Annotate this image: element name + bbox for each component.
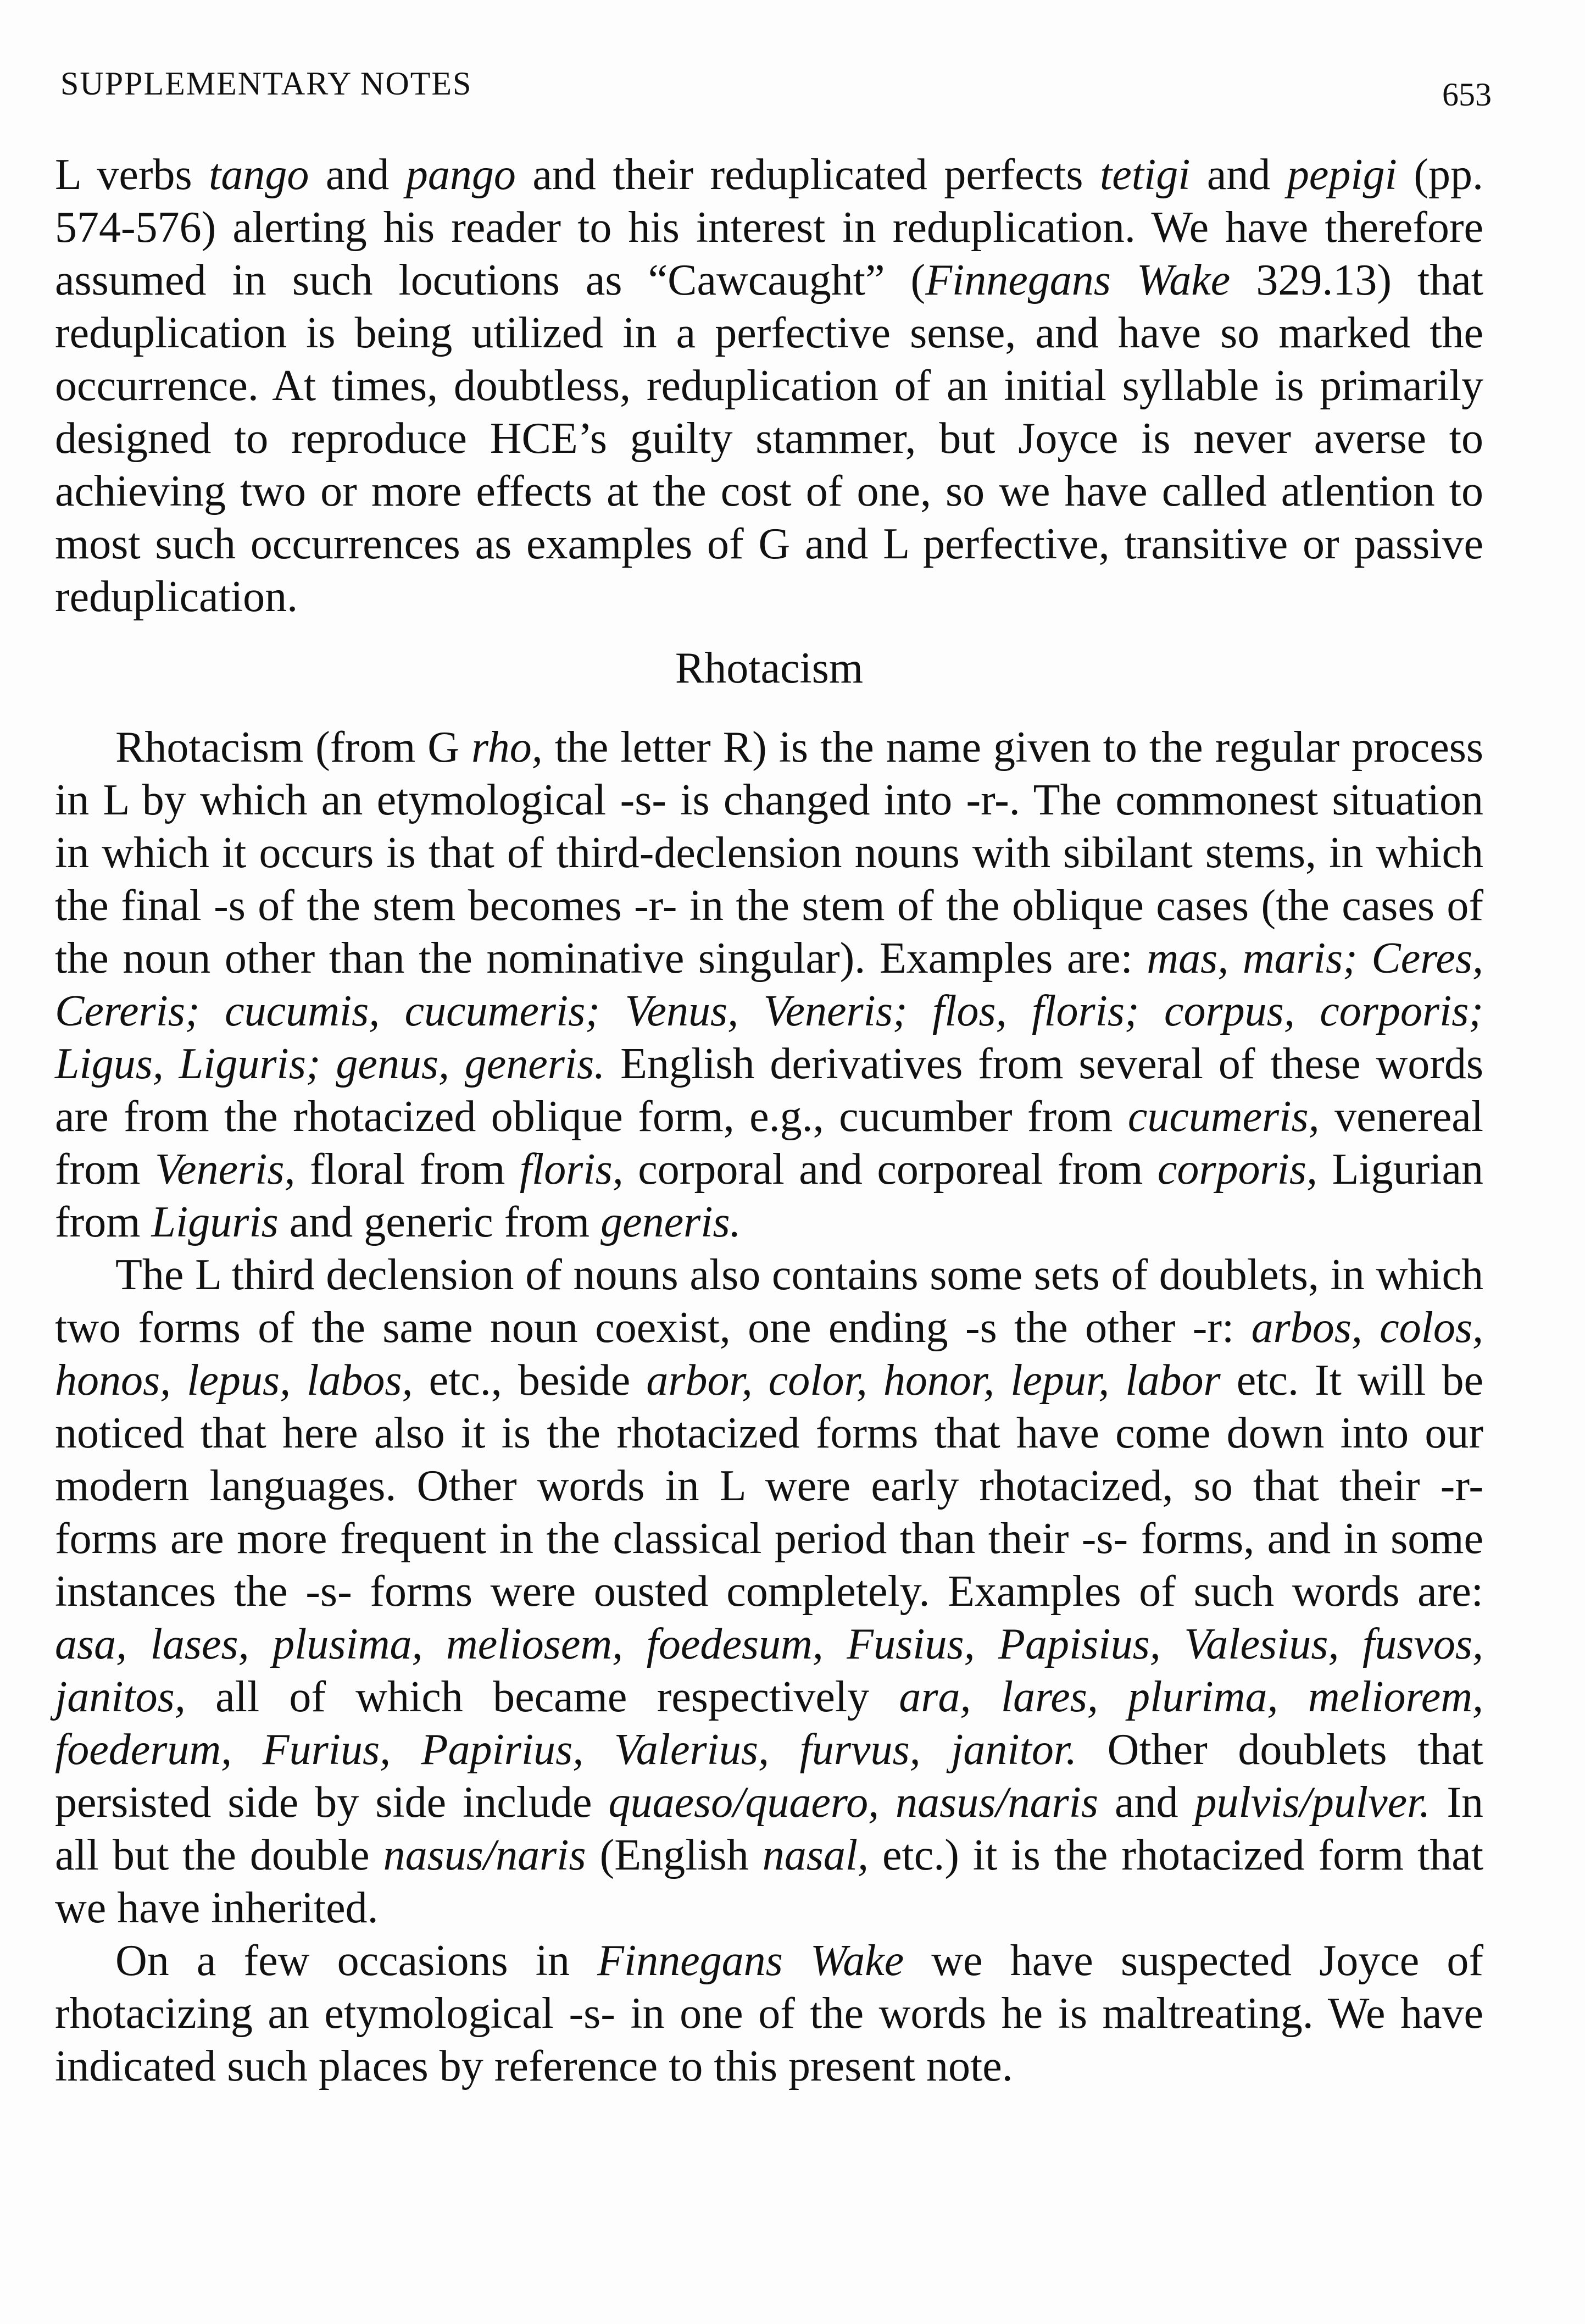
intro-paragraph (55, 148, 1483, 623)
italic-run: cucumeris, (1127, 1092, 1320, 1141)
italic-run: floris, (519, 1145, 624, 1194)
text-run: corporal and corporeal from (623, 1145, 1158, 1194)
text-run: and (1190, 151, 1287, 199)
body-text (55, 148, 1483, 2093)
text-run: the letter R) is the name given to the regular process in L by which an etymological -s- is changed into -r-. The commonest situation in which it occurs is that of third-declension nouns with sibilant stems, in which the final -s of the stem becomes -r- in the stem of the oblique cases (the cases of the noun other than the nominative singular). Examples are: (55, 723, 1484, 983)
text-run: Ligurian from (55, 1145, 1483, 1246)
text-run: etc., beside (413, 1356, 647, 1405)
rhotacism-paragraph-2 (55, 1249, 1483, 1934)
text-run: venereal from (55, 1092, 1483, 1194)
text-run: and their reduplicated perfects (515, 151, 1100, 199)
rhotacism-paragraph-1 (55, 721, 1483, 1249)
text-run: etc. It will be noticed that here also it is the rhotacized forms that have come down into our modern languages. Other words in L were early rhotacized, so that their -r- forms are more frequent in the classical period than their -s- forms, and in some instances the -s- forms were ousted completely. Examples of such words are: (55, 1356, 1483, 1616)
italic-run: rho, (471, 723, 543, 772)
page-number: 653 (1442, 76, 1492, 113)
text-run: and generic from (278, 1198, 601, 1246)
rhotacism-paragraph-3 (55, 1934, 1483, 2093)
text-run: 329.13) that reduplication is being utilized in a perfective sense, and have so marked the occurrence. At times, doubtless, reduplication of an initial syllable is primarily designed to reproduce HCE’s guilty stammer, but Joyce is never averse to achieving two or more effects at the cost of one, so we have called atlention to most such occurrences as examples of G and L perfective, transitive or passive reduplication. (55, 256, 1484, 621)
italic-run: asa, lases, plusima, meliosem, foedesum, Fusius, Papisius, Valesius, fusvos, janitos, (55, 1620, 1483, 1721)
italic-run: Liguris (151, 1198, 279, 1246)
italic-run: tango (209, 151, 309, 199)
italic-run: mas, maris; Ceres, Cereris; cucumis, cucumeris; Venus, Veneris; flos, floris; corpus, corporis; Ligus, Liguris; genus, generis. (55, 934, 1484, 1088)
italic-run: tetigi (1100, 151, 1191, 199)
section-heading-rhotacism: Rhotacism (675, 644, 864, 692)
text-run: Rhotacism (from G (115, 723, 472, 772)
text-run: On a few occasions in (115, 1937, 598, 1985)
text-run: and (1098, 1778, 1195, 1827)
italic-run: corporis, (1157, 1145, 1318, 1194)
text-run: The L third declension of nouns also contains some sets of doublets, in which two forms of the same noun coexist, one ending -s the other -r: (55, 1251, 1483, 1352)
italic-run: pango (405, 151, 516, 199)
italic-run: nasus/naris (383, 1831, 586, 1879)
text-run: and (309, 151, 406, 199)
italic-run: ara, lares, plurima, meliorem, foederum, Furius, Papirius, Valerius, furvus, janitor. (55, 1673, 1483, 1774)
running-head: SUPPLEMENTARY NOTES (60, 65, 472, 102)
text-run: English derivatives from several of these words are from the rhotacized oblique form, e.g., cucumber from (55, 1040, 1483, 1141)
text-run: etc.) it is the rhotacized form that we have inherited. (55, 1831, 1484, 1932)
italic-run: quaeso/quaero, nasus/naris (608, 1778, 1099, 1827)
italic-run: Finnegans Wake (597, 1937, 904, 1985)
text-run: we have suspected Joyce of rhotacizing an etymological -s- in one of the words he is maltreating. We have indicated such places by reference to this present note. (55, 1937, 1483, 2090)
text-run: (pp. 574-576) alerting his reader to his interest in reduplication. We have therefore assumed in such locutions as “Cawcaught” ( (55, 151, 1484, 304)
text-run: floral from (295, 1145, 520, 1194)
italic-run: arbor, color, honor, lepur, labor (646, 1356, 1221, 1405)
text-run: Other doublets that persisted side by side include (55, 1726, 1484, 1827)
text-run: all of which became respectively (185, 1673, 899, 1721)
text-run: In all but the double (55, 1778, 1484, 1879)
italic-run: pepigi (1287, 151, 1397, 199)
text-run: L verbs (55, 151, 209, 199)
text-run: (English (586, 1831, 763, 1879)
italic-run: arbos, colos, honos, lepus, labos, (55, 1304, 1483, 1405)
italic-run: generis. (600, 1198, 741, 1246)
italic-run: Veneris, (155, 1145, 296, 1194)
italic-run: nasal, (762, 1831, 869, 1879)
italic-run: pulvis/pulver. (1194, 1778, 1431, 1827)
italic-run: Finnegans Wake (925, 256, 1231, 304)
